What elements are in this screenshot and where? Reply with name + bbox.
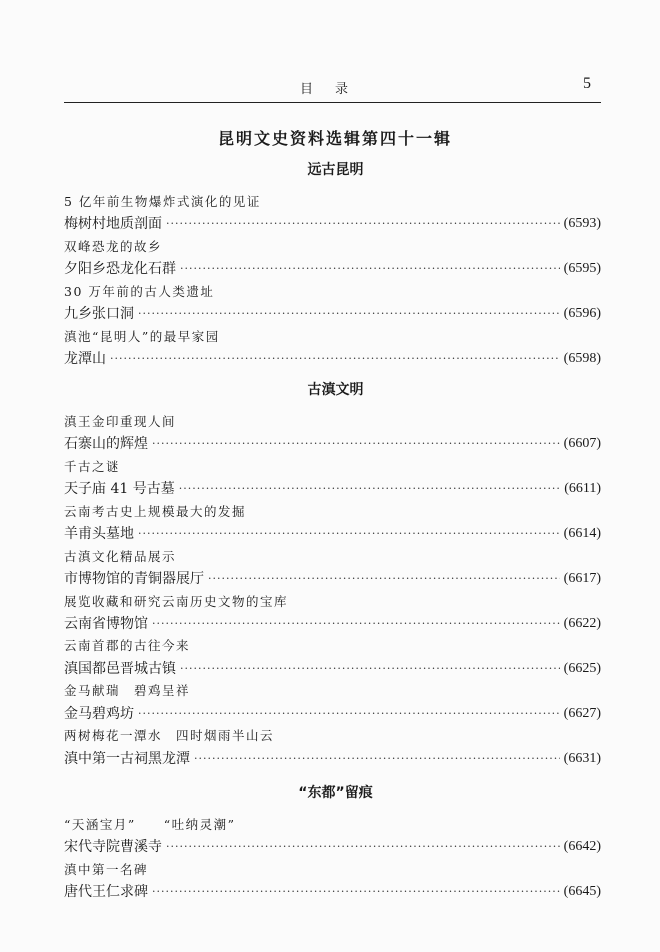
entry-subtitle: 滇池“昆明人”的最早家园 xyxy=(64,328,220,344)
section-heading: “东都”留痕 xyxy=(298,785,373,801)
entry-subtitle: 展览收藏和研究云南历史文物的宝库 xyxy=(64,593,289,609)
toc-entry[interactable] xyxy=(64,836,601,858)
entry-page: (6625) xyxy=(563,660,601,676)
entry-title: 市博物馆的青铜器展厅 xyxy=(64,571,204,588)
toc-entry[interactable] xyxy=(64,433,601,455)
entry-page: (6631) xyxy=(563,750,601,766)
entry-subtitle: 双峰恐龙的故乡 xyxy=(64,238,163,254)
entry-page: (6598) xyxy=(563,351,601,367)
section-heading: 远古昆明 xyxy=(307,162,364,178)
toc-entry[interactable] xyxy=(64,568,601,590)
section-heading: 古滇文明 xyxy=(307,382,364,398)
section-remote-kunming xyxy=(64,159,601,371)
toc-entry[interactable] xyxy=(64,613,601,635)
header-rule xyxy=(64,102,601,103)
section-eastern-capital xyxy=(64,782,601,904)
toc-entry[interactable] xyxy=(64,303,601,325)
running-header: 目录 xyxy=(299,82,370,97)
entry-title: 滇国都邑晋城古镇 xyxy=(64,660,176,677)
dot-leader xyxy=(166,836,560,858)
dot-leader xyxy=(180,258,560,280)
dot-leader xyxy=(152,613,560,635)
dot-leader xyxy=(110,348,560,370)
entry-subtitle: 云南考古史上规模最大的发掘 xyxy=(64,503,247,519)
dot-leader xyxy=(138,703,560,725)
entry-subtitle: 云南首郡的古往今来 xyxy=(64,638,191,654)
entry-page: (6607) xyxy=(563,436,601,452)
toc-entry[interactable] xyxy=(64,703,601,725)
entry-title: 宋代寺院曹溪寺 xyxy=(64,839,162,856)
toc-entry[interactable] xyxy=(64,258,601,280)
dot-leader xyxy=(152,433,560,455)
entry-page: (6627) xyxy=(563,705,601,721)
toc-entry[interactable] xyxy=(64,658,601,680)
entry-page: (6611) xyxy=(564,481,601,497)
entry-title: 龙潭山 xyxy=(64,351,106,368)
entry-page: (6614) xyxy=(563,526,601,542)
dot-leader xyxy=(138,303,560,325)
entry-title: 云南省博物馆 xyxy=(64,615,148,632)
entry-subtitle: 滇王金印重现人间 xyxy=(64,414,177,429)
volume-title: 昆明文史资料选辑第四十一辑 xyxy=(217,129,452,148)
entry-page: (6642) xyxy=(563,839,601,855)
entry-page: (6596) xyxy=(563,306,601,322)
entry-page: (6617) xyxy=(563,571,601,587)
toc-entry[interactable] xyxy=(64,523,601,545)
entry-title: 石寨山的辉煌 xyxy=(64,436,148,453)
entry-title: 唐代王仁求碑 xyxy=(64,884,148,901)
entry-title: 夕阳乡恐龙化石群 xyxy=(64,261,176,278)
entry-title: 天子庙 41 号古墓 xyxy=(64,481,175,498)
entry-title: 九乡张口洞 xyxy=(64,306,134,323)
dot-leader xyxy=(179,478,560,500)
entry-subtitle: 两树梅花一潭水 四时烟雨半山云 xyxy=(64,728,275,744)
toc-entry[interactable] xyxy=(64,348,601,370)
entry-subtitle: “天涵宝月” “吐纳灵潮” xyxy=(64,817,236,832)
page-number: 5 xyxy=(583,75,591,92)
toc-entry[interactable] xyxy=(64,881,601,903)
entry-subtitle: 古滇文化精品展示 xyxy=(64,548,177,564)
dot-leader xyxy=(152,881,560,903)
dot-leader xyxy=(138,523,560,545)
entry-page: (6622) xyxy=(563,615,601,631)
entry-title: 羊甫头墓地 xyxy=(64,526,134,543)
entry-subtitle: 金马献瑞 碧鸡呈祥 xyxy=(64,683,191,699)
entry-page: (6645) xyxy=(563,884,601,900)
entry-title: 梅树村地质剖面 xyxy=(64,216,162,233)
entry-page: (6593) xyxy=(563,216,601,232)
entry-subtitle: 千古之谜 xyxy=(64,458,121,474)
entry-title: 滇中第一古祠黑龙潭 xyxy=(64,750,190,767)
entry-subtitle: 5 亿年前生物爆炸式演化的见证 xyxy=(64,194,261,209)
toc-entry[interactable] xyxy=(64,478,601,500)
dot-leader xyxy=(194,748,560,770)
entry-page: (6595) xyxy=(563,261,601,277)
toc-entry[interactable] xyxy=(64,748,601,770)
entry-subtitle: 滇中第一名碑 xyxy=(64,861,149,877)
dot-leader xyxy=(180,658,560,680)
entry-title: 金马碧鸡坊 xyxy=(64,705,134,722)
dot-leader xyxy=(208,568,560,590)
section-ancient-dian xyxy=(64,379,601,770)
entry-subtitle: 30 万年前的古人类遗址 xyxy=(64,283,215,299)
dot-leader xyxy=(166,213,560,235)
toc-entry[interactable] xyxy=(64,213,601,235)
